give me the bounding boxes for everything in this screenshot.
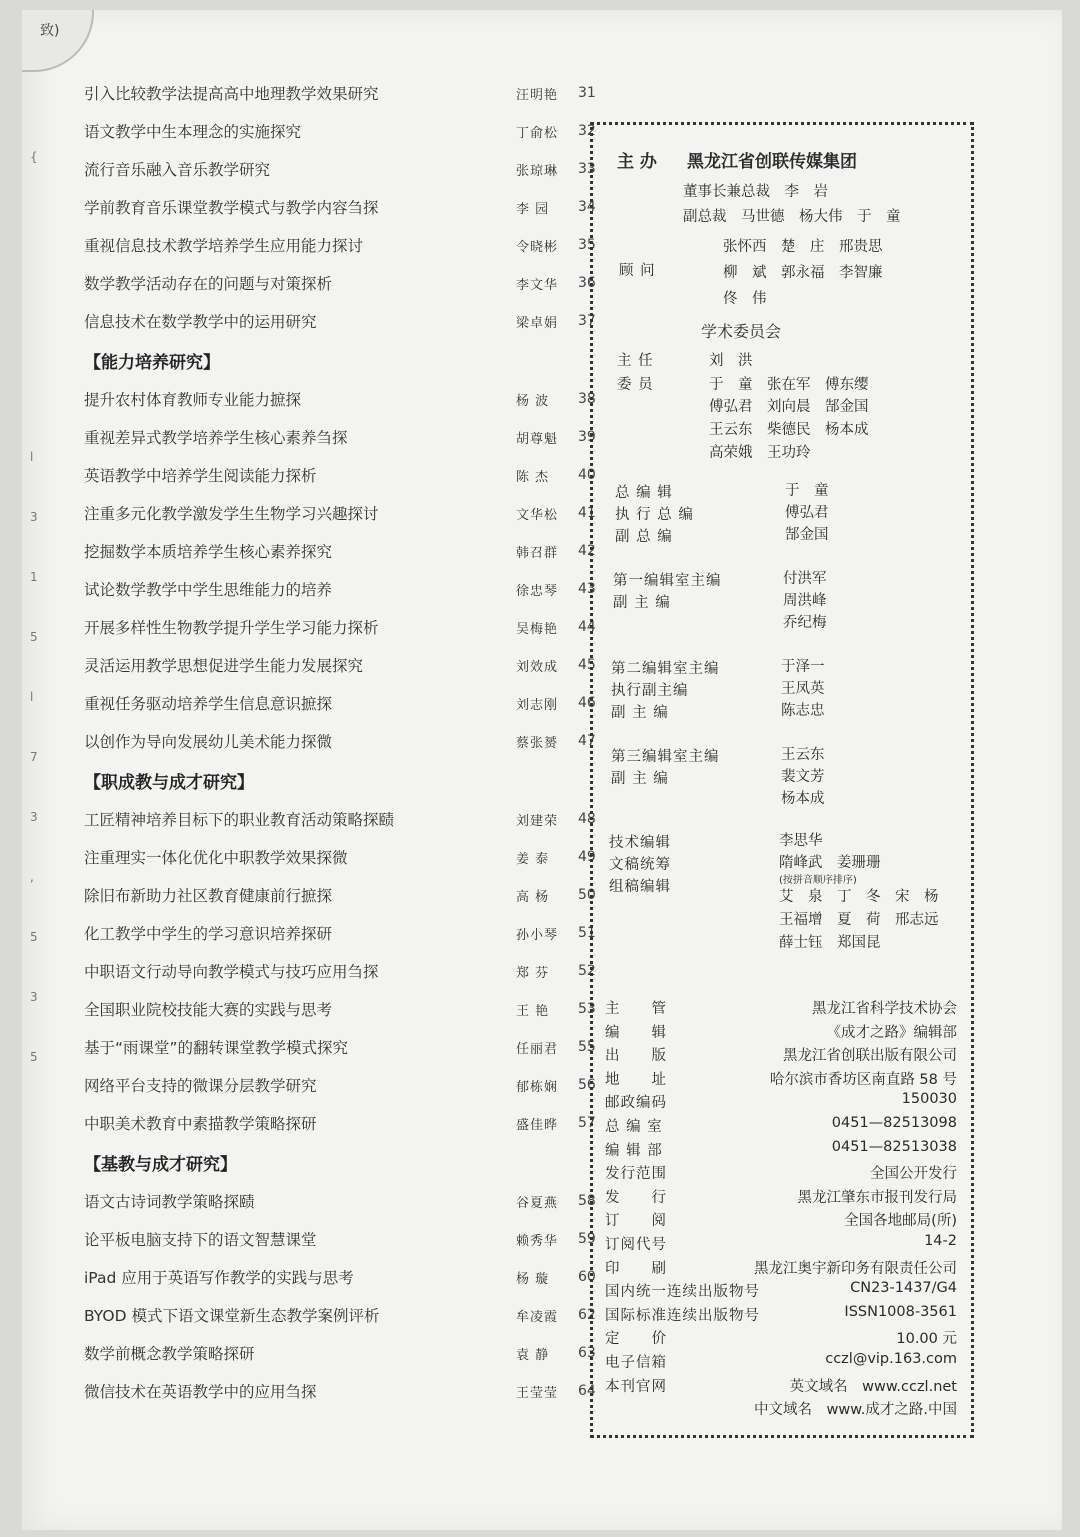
toc-entry-page: 31 [578, 85, 596, 101]
toc-entry-author: 蔡张赟 [516, 735, 559, 751]
toc-entry [84, 112, 604, 150]
toc-entry-author: 任丽君 [516, 1041, 559, 1057]
toc-entry-author: 盛佳晔 [516, 1117, 559, 1133]
toc-entry [84, 684, 604, 722]
toc-entry-title: BYOD 模式下语文课堂新生态教学案例评析 [84, 1307, 380, 1325]
toc-entry-title: 挖掘数学本质培养学生核心素养探究 [84, 543, 333, 561]
toc-entry-page: 37 [578, 313, 596, 329]
dept1-label: 第一编辑室主编 [613, 573, 722, 589]
table-of-contents [84, 74, 604, 1410]
advisors-line-1: 张怀西 楚 庄 邢贵思 [723, 239, 883, 255]
toc-entry [84, 74, 604, 112]
info-value: 全国公开发行 [870, 1166, 957, 1183]
toc-entry [84, 226, 604, 264]
members-line-2: 傅弘君 刘向晨 郜金国 [709, 399, 869, 415]
toc-entry-author: 刘效成 [516, 659, 559, 675]
group-editors-3: 薛士钰 郑国昆 [779, 935, 881, 951]
toc-entry-page: 64 [578, 1383, 596, 1399]
masthead-box [590, 122, 974, 1438]
toc-entry-page: 43 [578, 581, 596, 597]
toc-entry [84, 1296, 604, 1334]
toc-entry-author: 杨 波 [516, 393, 550, 409]
info-label: 主 管 [605, 1001, 667, 1017]
toc-entry [84, 1182, 604, 1220]
info-label: 编 辑 [605, 1024, 667, 1041]
toc-entry-title: 注重多元化教学激发学生生物学习兴趣探讨 [84, 505, 379, 523]
info-label: 国内统一连续出版物号 [605, 1284, 760, 1301]
toc-entry-page: 60 [578, 1269, 596, 1285]
info-label: 总 编 室 [605, 1119, 663, 1135]
toc-entry [84, 646, 604, 684]
dept1-chief: 付洪军 [783, 571, 827, 587]
toc-entry-author: 王莹莹 [516, 1385, 559, 1401]
info-label: 定 价 [605, 1331, 667, 1348]
toc-entry [84, 302, 604, 340]
deputy-editor: 郜金国 [785, 527, 829, 543]
toc-entry-title: 工匠精神培养目标下的职业教育活动策略探赜 [84, 811, 395, 829]
toc-entry [84, 1220, 604, 1258]
toc-entry-title: 数学前概念教学策略探研 [84, 1345, 255, 1363]
toc-entry-title: 学前教育音乐课堂教学模式与教学内容刍探 [84, 199, 379, 217]
toc-entry-title: 引入比较教学法提高高中地理教学效果研究 [84, 85, 379, 103]
info-label: 本刊官网 [605, 1378, 667, 1395]
dept3-deputy-1: 裴文芳 [781, 769, 825, 785]
chair-label: 主 任 [617, 353, 654, 369]
toc-entry [84, 990, 604, 1028]
toc-entry-page: 51 [578, 925, 596, 941]
info-label: 出 版 [605, 1048, 667, 1065]
dept2-exec-label: 执行副主编 [611, 683, 689, 699]
toc-entry-author: 郁栋娴 [516, 1079, 559, 1095]
toc-entry-title: 重视差异式教学培养学生核心素养刍探 [84, 429, 348, 447]
info-value: 黑龙江省科学技术协会 [812, 1001, 957, 1017]
info-value: 黑龙江肇东市报刊发行局 [797, 1189, 957, 1206]
toc-entry [84, 380, 604, 418]
info-value: 0451—82513098 [831, 1115, 957, 1131]
toc-entry [84, 1104, 604, 1142]
info-value: CN23-1437/G4 [850, 1280, 957, 1297]
toc-entry-page: 55 [578, 1039, 596, 1055]
toc-entry-page: 49 [578, 849, 596, 865]
toc-entry-title: 英语教学中培养学生阅读能力探析 [84, 467, 317, 485]
folded-corner [22, 10, 94, 72]
section-heading-basic-education: 【基教与成才研究】 [84, 1154, 237, 1175]
toc-entry-page: 47 [578, 733, 596, 749]
toc-entry-page: 46 [578, 695, 596, 711]
toc-entry-author: 韩召群 [516, 545, 559, 561]
info-value: 0451—82513038 [831, 1138, 957, 1155]
dept1-deputy-label: 副 主 编 [613, 595, 671, 611]
corner-fragment: 致) [40, 23, 60, 39]
toc-entry-author: 徐忠琴 [516, 583, 559, 599]
bleed-marks: { l 3 1 5 l 7 3 , 5 3 5 [30, 150, 38, 1064]
toc-entry-author: 杨 璇 [516, 1271, 550, 1287]
info-value: 全国各地邮局(所) [844, 1213, 957, 1230]
info-value: 150030 [901, 1091, 957, 1108]
toc-entry-title: 基于“雨课堂”的翻转课堂教学模式探究 [84, 1039, 349, 1057]
info-label: 发 行 [605, 1189, 667, 1206]
toc-entry-author: 梁卓娟 [516, 315, 559, 331]
toc-entry [84, 418, 604, 456]
section-heading-vocational: 【职成教与成才研究】 [84, 772, 254, 793]
toc-entry-title: 以创作为导向发展幼儿美术能力探微 [84, 733, 333, 751]
dept2-exec: 王凤英 [781, 681, 825, 697]
toc-entry-title: 全国职业院校技能大赛的实践与思考 [84, 1001, 333, 1019]
toc-entry-author: 赖秀华 [516, 1233, 559, 1249]
toc-entry [84, 150, 604, 188]
toc-entry-page: 63 [578, 1345, 596, 1361]
toc-entry-page: 32 [578, 123, 596, 139]
section-heading-ability: 【能力培养研究】 [84, 352, 220, 373]
toc-entry-author: 孙小琴 [516, 927, 559, 943]
info-label: 订阅代号 [605, 1237, 667, 1253]
toc-entry-title: 注重理实一体化优化中职教学效果探微 [84, 849, 348, 867]
member-label: 委 员 [617, 377, 654, 393]
toc-entry-page: 52 [578, 963, 596, 979]
tech-editor: 李思华 [779, 833, 823, 849]
sponsor-name: 黑龙江省创联传媒集团 [687, 152, 857, 172]
toc-entry-title: 信息技术在数学教学中的运用研究 [84, 313, 317, 331]
toc-entry-page: 33 [578, 161, 596, 177]
toc-entry-title: iPad 应用于英语写作教学的实践与思考 [84, 1269, 354, 1287]
toc-entry-title: 微信技术在英语教学中的应用刍探 [84, 1383, 317, 1401]
toc-entry-author: 王 艳 [516, 1003, 550, 1019]
exec-editor-label: 执 行 总 编 [615, 507, 694, 523]
toc-entry-title: 中职语文行动导向教学模式与技巧应用刍探 [84, 963, 379, 981]
toc-entry-author: 高 杨 [516, 889, 550, 905]
toc-entry-title: 提升农村体育教师专业能力摭探 [84, 391, 302, 409]
info-value: 《成才之路》编辑部 [826, 1024, 957, 1041]
dept3-deputy-2: 杨本成 [781, 791, 825, 807]
advisor-label: 顾 问 [619, 263, 656, 279]
toc-entry-author: 李文华 [516, 277, 559, 293]
toc-entry-page: 38 [578, 391, 596, 407]
toc-entry-title: 数学教学活动存在的问题与对策探析 [84, 275, 333, 293]
info-label: 订 阅 [605, 1213, 667, 1230]
info-value: ISSN1008-3561 [844, 1303, 957, 1320]
toc-entry-author: 郑 芬 [516, 965, 550, 981]
vice-presidents: 副总裁 马世德 杨大伟 于 童 [683, 209, 901, 225]
toc-entry-title: 开展多样性生物教学提升学生学习能力探析 [84, 619, 379, 637]
members-line-3: 王云东 柴德民 杨本成 [709, 422, 869, 438]
toc-entry-title: 除旧布新助力社区教育健康前行摭探 [84, 887, 333, 905]
toc-entry-page: 62 [578, 1307, 596, 1323]
toc-entry-title: 语文教学中生本理念的实施探究 [84, 123, 302, 141]
toc-entry-title: 网络平台支持的微课分层教学研究 [84, 1077, 317, 1095]
dept2-deputy-label: 副 主 编 [611, 705, 669, 721]
toc-entry-author: 文华松 [516, 507, 559, 523]
toc-entry [84, 570, 604, 608]
advisors-line-3: 佟 伟 [723, 291, 767, 307]
group-editors-1: 艾 泉 丁 冬 宋 杨 [779, 889, 939, 905]
toc-entry-page: 45 [578, 657, 596, 673]
chairman: 董事长兼总裁 李 岩 [683, 184, 828, 200]
toc-entry [84, 1334, 604, 1372]
toc-entry-author: 陈 杰 [516, 469, 550, 485]
toc-entry [84, 264, 604, 302]
deputy-editor-label: 副 总 编 [615, 529, 673, 545]
info-value: 10.00 元 [896, 1331, 957, 1348]
toc-entry [84, 494, 604, 532]
toc-entry [84, 722, 604, 760]
sponsor-label: 主 办 [617, 152, 657, 172]
members-line-4: 高荣娥 王功玲 [709, 445, 811, 461]
toc-entry [84, 1258, 604, 1296]
dept1-deputy-2: 乔纪梅 [783, 615, 827, 631]
toc-entry [84, 456, 604, 494]
toc-entry-author: 李 园 [516, 201, 550, 217]
info-value: 哈尔滨市香坊区南直路 58 号 [769, 1071, 957, 1088]
toc-entry-author: 汪明艳 [516, 87, 559, 103]
toc-entry-title: 化工教学中学生的学习意识培养探研 [84, 925, 333, 943]
toc-entry-page: 56 [578, 1077, 596, 1093]
toc-entry-page: 36 [578, 275, 596, 291]
toc-entry [84, 838, 604, 876]
toc-entry [84, 532, 604, 570]
info-label: 国际标准连续出版物号 [605, 1307, 760, 1324]
group-editor-label: 组稿编辑 [609, 879, 671, 895]
toc-entry [84, 914, 604, 952]
toc-entry-author: 牟凌霞 [516, 1309, 559, 1325]
toc-entry-author: 吴梅艳 [516, 621, 559, 637]
toc-entry-title: 重视任务驱动培养学生信息意识摭探 [84, 695, 333, 713]
copy-editor-label: 文稿统筹 [609, 857, 671, 873]
toc-entry-page: 41 [578, 505, 596, 521]
toc-entry-title: 语文古诗词教学策略探赜 [84, 1193, 255, 1211]
toc-entry-page: 40 [578, 467, 596, 483]
toc-entry-title: 重视信息技术教学培养学生应用能力探讨 [84, 237, 364, 255]
dept3-chief: 王云东 [781, 747, 825, 763]
toc-entry [84, 1028, 604, 1066]
chair-name: 刘 洪 [709, 353, 753, 369]
toc-entry-page: 35 [578, 237, 596, 253]
info-value: 14-2 [924, 1233, 957, 1249]
toc-entry-author: 姜 泰 [516, 851, 550, 867]
toc-entry-author: 袁 静 [516, 1347, 550, 1363]
toc-entry-page: 34 [578, 199, 596, 215]
exec-editor: 傅弘君 [785, 505, 829, 521]
info-label: 发行范围 [605, 1166, 667, 1183]
info-value: 黑龙江奥宇新印务有限责任公司 [754, 1260, 957, 1277]
info-label: 编 辑 部 [605, 1142, 663, 1159]
info-label: 邮政编码 [605, 1095, 667, 1112]
toc-entry [84, 876, 604, 914]
toc-entry-page: 44 [578, 619, 596, 635]
toc-entry-page: 59 [578, 1231, 596, 1247]
info-label: 印 刷 [605, 1260, 667, 1277]
toc-entry-title: 灵活运用教学思想促进学生能力发展探究 [84, 657, 364, 675]
toc-entry-author: 张琼琳 [516, 163, 559, 179]
toc-entry-author: 胡尊魁 [516, 431, 559, 447]
copy-editors: 隋峰武 姜珊珊 [779, 855, 881, 871]
toc-entry-page: 39 [578, 429, 596, 445]
toc-entry-page: 42 [578, 543, 596, 559]
toc-entry-title: 试论数学教学中学生思维能力的培养 [84, 581, 333, 599]
toc-entry [84, 1372, 604, 1410]
info-value: 中文域名 www.成才之路.中国 [754, 1402, 957, 1419]
toc-entry-page: 57 [578, 1115, 596, 1131]
toc-entry-page: 53 [578, 1001, 596, 1017]
pinyin-note: (按拼音顺序排序) [779, 875, 857, 886]
toc-entry [84, 188, 604, 226]
dept1-deputy-1: 周洪峰 [783, 593, 827, 609]
toc-entry [84, 608, 604, 646]
dept3-label: 第三编辑室主编 [611, 749, 720, 765]
dept3-deputy-label: 副 主 编 [611, 771, 669, 787]
chief-editor: 于 童 [785, 483, 829, 499]
toc-entry [84, 1066, 604, 1104]
info-label: 地 址 [605, 1071, 667, 1088]
toc-entry-author: 谷夏燕 [516, 1195, 559, 1211]
tech-editor-label: 技术编辑 [609, 835, 671, 851]
toc-entry-title: 论平板电脑支持下的语文智慧课堂 [84, 1231, 317, 1249]
group-editors-2: 王福增 夏 荷 邢志远 [779, 912, 939, 928]
info-value: 英文域名 www.cczl.net [789, 1378, 957, 1395]
toc-entry-author: 刘建荣 [516, 813, 559, 829]
dept2-deputy: 陈志忠 [781, 703, 825, 719]
toc-entry-author: 刘志刚 [516, 697, 559, 713]
advisors-line-2: 柳 斌 郭永福 李智廉 [723, 265, 883, 281]
toc-entry-page: 50 [578, 887, 596, 903]
dept2-label: 第二编辑室主编 [611, 661, 720, 677]
toc-entry-page: 58 [578, 1193, 596, 1209]
toc-entry-author: 令晓彬 [516, 239, 559, 255]
toc-entry-page: 48 [578, 811, 596, 827]
toc-entry-title: 流行音乐融入音乐教学研究 [84, 161, 271, 179]
dept2-chief: 于泽一 [781, 659, 825, 675]
toc-entry [84, 800, 604, 838]
info-label: 电子信箱 [605, 1355, 667, 1371]
info-value: cczl@vip.163.com [825, 1351, 957, 1367]
toc-entry-author: 丁俞松 [516, 125, 559, 141]
members-line-1: 于 童 张在军 傅东缨 [709, 377, 869, 393]
chief-editor-label: 总 编 辑 [615, 485, 673, 501]
academic-committee-title: 学术委员会 [701, 322, 782, 341]
info-value: 黑龙江省创联出版有限公司 [783, 1048, 957, 1065]
toc-entry [84, 952, 604, 990]
toc-entry-title: 中职美术教育中素描教学策略探研 [84, 1115, 317, 1133]
